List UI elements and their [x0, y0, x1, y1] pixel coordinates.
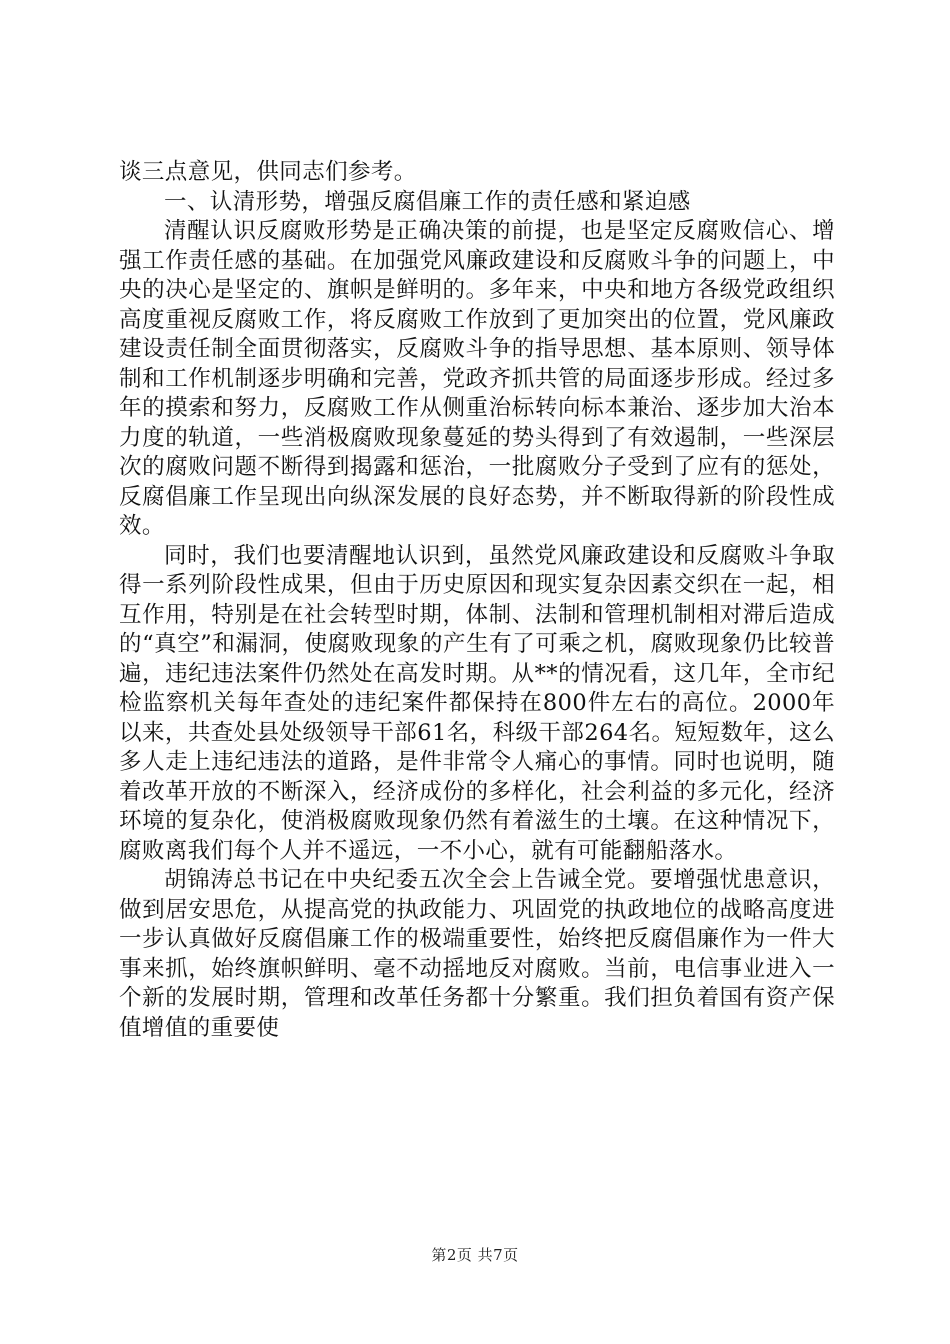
paragraph-intro: 谈三点意见，供同志们参考。 — [119, 159, 417, 185]
paragraph-2: 同时，我们也要清醒地认识到，虽然党风廉政建设和反腐败斗争取得一系列阶段性成果，但由于历史原因和现实复杂因素交织在一起，相互作用，特别是在社会转型时期，体制、法制和管理机制相对滞后造成的“真空”和漏洞，使腐败现象的产生有了可乘之机，腐败现象仍比较普遍，违纪违法案件仍然处在高发时期。从**的情况看，这几年，全市纪检监察机关每年查处的违纪案件都保持在800件左右的高位。2000年以来，共查处县处级领导干部61名，科级干部264名。短短数年，这么多人走上违纪违法的道路，是件非常令人痛心的事情。同时也说明，随着改革开放的不断深入，经济成份的多样化，社会利益的多元化，经济环境的复杂化，使消极腐败现象仍然有着滋生的土壤。在这种情况下，腐败离我们每个人并不遥远，一不小心，就有可能翻船落水。 — [119, 542, 835, 864]
document-body — [119, 158, 835, 1043]
page-footer: 第2页 共7页 — [431, 1246, 519, 1264]
section-heading: 一、认清形势，增强反腐倡廉工作的责任感和紧迫感 — [164, 188, 691, 215]
paragraph-3: 胡锦涛总书记在中央纪委五次全会上告诫全党。要增强忧患意识，做到居安思危，从提高党的执政能力、巩固党的执政地位的战略高度进一步认真做好反腐倡廉工作的极端重要性，始终把反腐倡廉作为一件大事来抓，始终旗帜鲜明、毫不动摇地反对腐败。当前，电信事业进入一个新的发展时期，管理和改革任务都十分繁重。我们担负着国有资产保值增值的重要使 — [119, 867, 835, 1041]
paragraph-1: 清醒认识反腐败形势是正确决策的前提，也是坚定反腐败信心、增强工作责任感的基础。在加强党风廉政建设和反腐败斗争的问题上，中央的决心是坚定的、旗帜是鲜明的。多年来，中央和地方各级党政组织高度重视反腐败工作，将反腐败工作放到了更加突出的位置，党风廉政建设责任制全面贯彻落实，反腐败斗争的指导思想、基本原则、领导体制和工作机制逐步明确和完善，党政齐抓共管的局面逐步形成。经过多年的摸索和努力，反腐败工作从侧重治标转向标本兼治、逐步加大治本力度的轨道，一些消极腐败现象蔓延的势头得到了有效遏制，一些深层次的腐败问题不断得到揭露和惩治，一批腐败分子受到了应有的惩处，反腐倡廉工作呈现出向纵深发展的良好态势，并不断取得新的阶段性成效。 — [119, 218, 835, 539]
